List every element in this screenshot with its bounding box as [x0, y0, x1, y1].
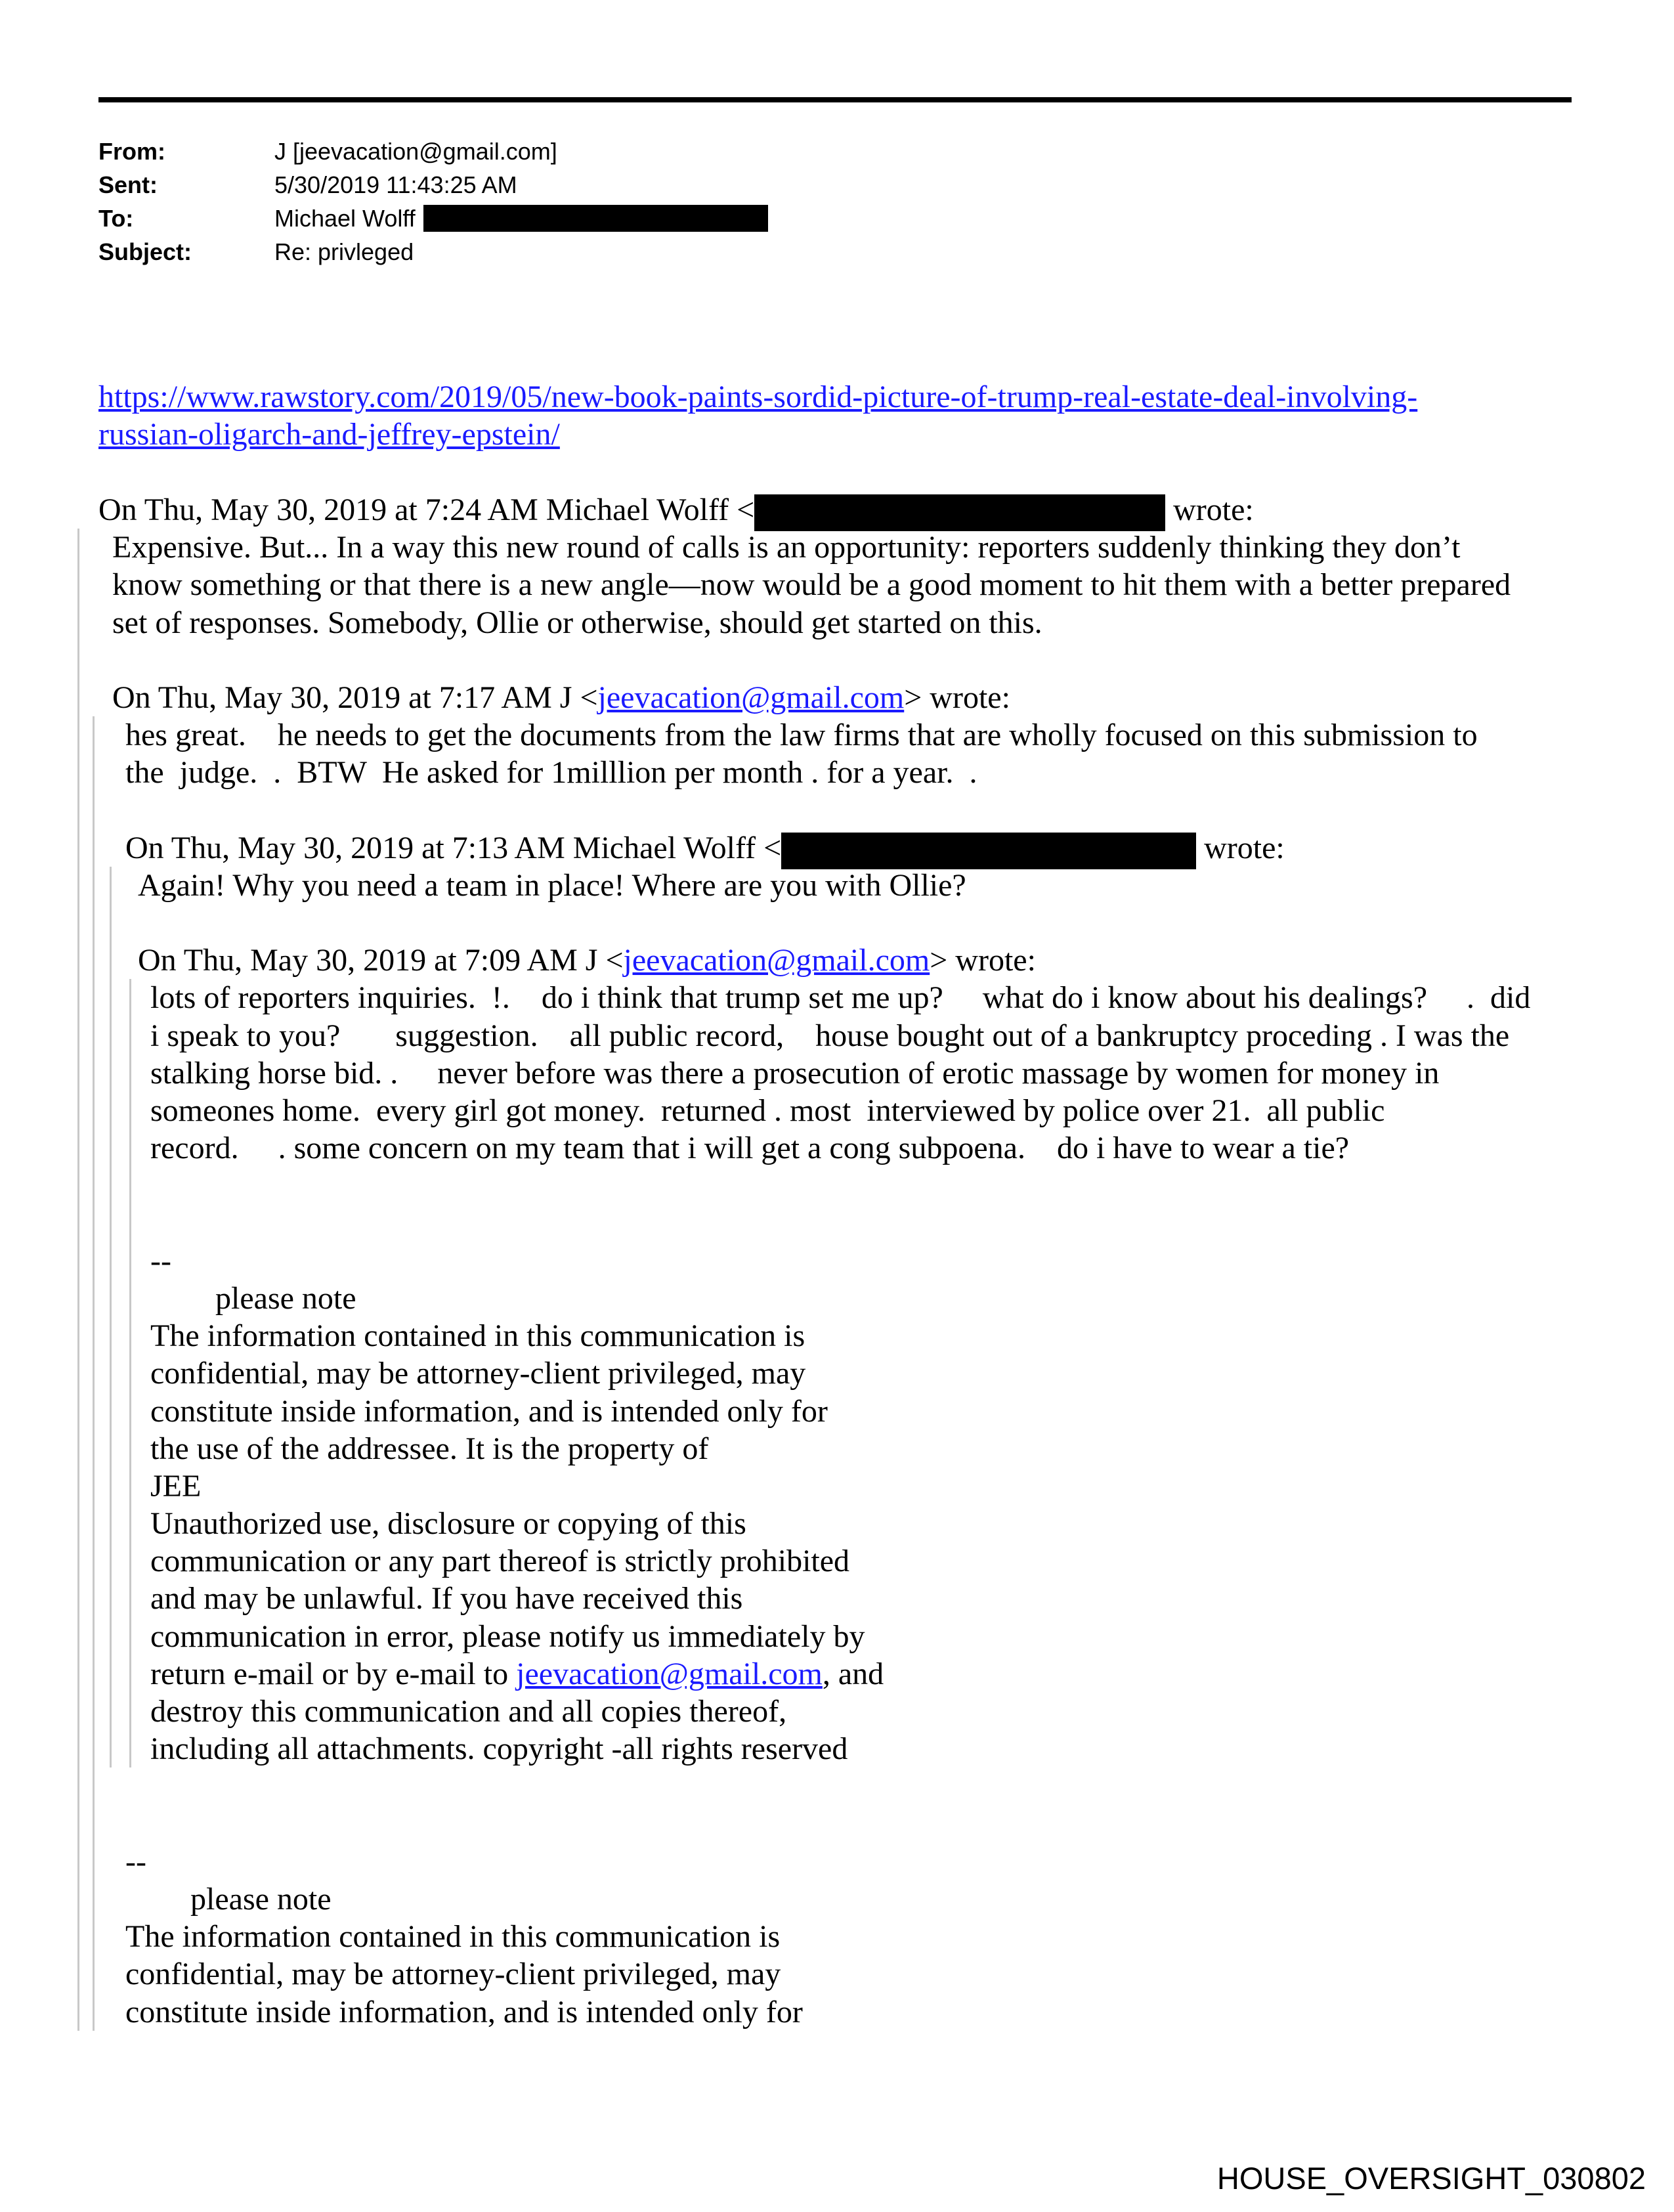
- subject-row: [98, 235, 768, 269]
- attribution-text: wrote:: [1196, 830, 1285, 865]
- disclaimer-line: confidential, may be attorney-client privileged, may: [150, 1356, 806, 1391]
- attribution-text: On Thu, May 30, 2019 at 7:24 AM Michael Wolff <: [98, 492, 755, 527]
- quoted-thread: [98, 491, 1530, 2031]
- q1-attribution: [98, 491, 1530, 529]
- to-label: To:: [98, 205, 134, 232]
- article-link[interactable]: [98, 378, 1417, 453]
- q4-attribution: [138, 942, 1530, 979]
- disclaimer-line: communication or any part thereof is strictly prohibited: [150, 1544, 850, 1579]
- header-rule: [98, 97, 1572, 102]
- disclaimer-line: constitute inside information, and is intended only for: [125, 1994, 803, 2029]
- signature-note: please note: [215, 1280, 356, 1316]
- sent-value: 5/30/2019 11:43:25 AM: [274, 171, 517, 198]
- quote-level-4: [129, 979, 1530, 1767]
- to-value: Michael Wolff: [274, 205, 416, 232]
- from-row: [98, 135, 768, 168]
- disclaimer-text: return e-mail or by e-mail to: [150, 1656, 517, 1691]
- email-link[interactable]: jeevacation@gmail.com: [597, 680, 905, 715]
- q4-line: record. . some concern on my team that i will get a cong subpoena. do i have to wear a tie?: [150, 1131, 1350, 1166]
- disclaimer-line: The information contained in this communication is: [150, 1318, 805, 1354]
- attribution-text: On Thu, May 30, 2019 at 7:17 AM J <: [112, 680, 598, 715]
- attribution-text: > wrote:: [904, 680, 1010, 715]
- q1-line: Expensive. But... In a way this new round of calls is an opportunity: reporters suddenly thinking they don’t: [112, 530, 1461, 565]
- email-header: [98, 135, 768, 269]
- disclaimer-line: constitute inside information, and is intended only for: [150, 1393, 828, 1429]
- signature-dash: --: [125, 1844, 146, 1879]
- q4-line: lots of reporters inquiries. !. do i think that trump set me up? what do i know about his dealings? . did: [150, 980, 1531, 1016]
- q2-line: the judge. . BTW He asked for 1milllion per month . for a year. .: [125, 755, 977, 791]
- q1-line: set of responses. Somebody, Ollie or otherwise, should get started on this.: [112, 605, 1042, 640]
- signature-note: please note: [190, 1881, 332, 1917]
- sent-label: Sent:: [98, 171, 158, 198]
- disclaimer-line: JEE: [150, 1468, 202, 1504]
- email-link[interactable]: jeevacation@gmail.com: [516, 1656, 823, 1691]
- disclaimer-line: including all attachments. copyright -all rights reserved: [150, 1731, 848, 1767]
- q2-line: hes great. he needs to get the documents from the law firms that are wholly focused on this submission to: [125, 718, 1478, 753]
- disclaimer-line: Unauthorized use, disclosure or copying of this: [150, 1506, 746, 1542]
- disclaimer-line: and may be unlawful. If you have received this: [150, 1581, 743, 1616]
- from-value: J [jeevacation@gmail.com]: [274, 138, 557, 165]
- article-link-line-1[interactable]: https://www.rawstory.com/2019/05/new-book-paints-sordid-picture-of-trump-real-estate-deal-involving-: [98, 380, 1418, 414]
- disclaimer-line: the use of the addressee. It is the property of: [150, 1431, 709, 1466]
- quote-level-3: [110, 867, 1530, 1768]
- q1-line: know something or that there is a new angle—now would be a good moment to hit them with a better prepared: [112, 567, 1511, 603]
- email-link[interactable]: jeevacation@gmail.com: [623, 943, 930, 978]
- disclaimer-line: destroy this communication and all copies thereof,: [150, 1694, 787, 1729]
- disclaimer-line: confidential, may be attorney-client privileged, may: [125, 1957, 781, 1992]
- disclaimer-text: , and: [822, 1656, 884, 1691]
- q4-line: stalking horse bid. . never before was there a prosecution of erotic massage by women for money in: [150, 1055, 1440, 1091]
- disclaimer-line: [150, 1655, 1530, 1693]
- attribution-text: wrote:: [1165, 492, 1254, 527]
- attribution-text: > wrote:: [930, 943, 1036, 978]
- to-row: [98, 202, 768, 235]
- disclaimer-line: The information contained in this communication is: [125, 1919, 781, 1955]
- from-label: From:: [98, 138, 165, 165]
- sent-row: [98, 168, 768, 202]
- disclaimer-line: communication in error, please notify us immediately by: [150, 1618, 865, 1654]
- signature-dash: --: [150, 1243, 171, 1278]
- redaction-box: [754, 494, 1165, 531]
- article-link-line-2[interactable]: russian-oligarch-and-jeffrey-epstein/: [98, 417, 560, 452]
- q3-line: Again! Why you need a team in place! Where are you with Ollie?: [138, 867, 966, 903]
- q4-line: someones home. every girl got money. returned . most interviewed by police over 21. all public: [150, 1093, 1385, 1128]
- quote-level-2: [93, 716, 1530, 2031]
- subject-label: Subject:: [98, 238, 192, 265]
- q2-attribution: [112, 679, 1530, 716]
- quote-level-1: [77, 529, 1530, 2031]
- redaction-box: [781, 833, 1196, 869]
- subject-value: Re: privleged: [274, 238, 414, 265]
- redaction-box: [423, 205, 768, 232]
- q4-line: i speak to you? suggestion. all public record, house bought out of a bankruptcy proceding . I was the: [150, 1018, 1510, 1053]
- attribution-text: On Thu, May 30, 2019 at 7:13 AM Michael Wolff <: [125, 830, 782, 865]
- attribution-text: On Thu, May 30, 2019 at 7:09 AM J <: [138, 943, 624, 978]
- bates-number: HOUSE_OVERSIGHT_030802: [1216, 2161, 1646, 2196]
- q3-attribution: [125, 829, 1530, 867]
